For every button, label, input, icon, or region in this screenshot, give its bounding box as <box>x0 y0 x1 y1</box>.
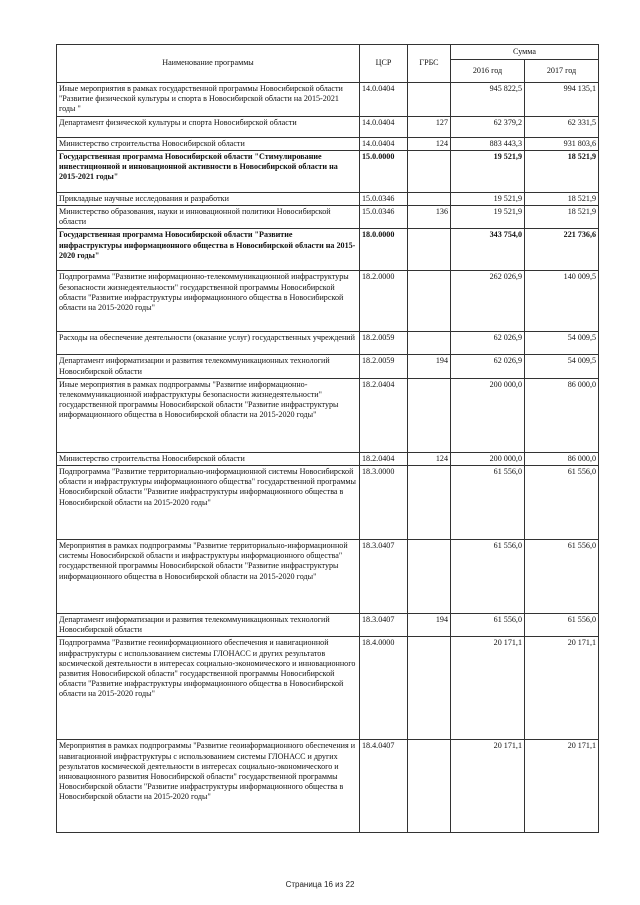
row-csr-code: 18.4.0000 <box>360 637 408 740</box>
row-amount-2016: 61 556,0 <box>451 614 525 637</box>
row-grbs-code <box>408 271 451 332</box>
row-grbs-code: 127 <box>408 116 451 137</box>
document-page <box>56 44 598 833</box>
row-csr-code: 14.0.0404 <box>360 83 408 117</box>
row-amount-2016: 945 822,5 <box>451 83 525 117</box>
row-amount-2017: 61 556,0 <box>525 614 599 637</box>
row-amount-2016: 20 171,1 <box>451 740 525 833</box>
table-row <box>57 466 599 540</box>
row-csr-code: 18.3.0407 <box>360 614 408 637</box>
table-row <box>57 378 599 452</box>
row-csr-code: 14.0.0404 <box>360 137 408 150</box>
row-amount-2017: 61 556,0 <box>525 466 599 540</box>
row-csr-code: 18.2.0059 <box>360 355 408 378</box>
row-amount-2017: 18 521,9 <box>525 206 599 229</box>
row-csr-code: 15.0.0346 <box>360 206 408 229</box>
row-program-name: Министерство строительства Новосибирской области <box>57 137 360 150</box>
table-row <box>57 637 599 740</box>
row-amount-2016: 62 026,9 <box>451 355 525 378</box>
row-amount-2017: 86 000,0 <box>525 378 599 452</box>
row-program-name: Подпрограмма "Развитие геоинформационного обеспечения и навигационной инфраструктуры с использованием системы ГЛОНАСС и других результатов космической деятельности в интересах социально-экономического и инновационного развития Новосибирской области" государственной программы Новосибирской области "Развитие инфраструктуры информационного общества в Новосибирской области на 2015-2020 годы" <box>57 637 360 740</box>
row-grbs-code <box>408 740 451 833</box>
row-grbs-code <box>408 540 451 614</box>
row-amount-2017: 20 171,1 <box>525 740 599 833</box>
row-amount-2017: 86 000,0 <box>525 452 599 465</box>
row-grbs-code <box>408 150 451 192</box>
row-amount-2016: 19 521,9 <box>451 206 525 229</box>
row-amount-2017: 61 556,0 <box>525 540 599 614</box>
row-program-name: Министерство строительства Новосибирской области <box>57 452 360 465</box>
row-grbs-code: 194 <box>408 355 451 378</box>
table-row <box>57 271 599 332</box>
row-grbs-code <box>408 378 451 452</box>
table-row <box>57 192 599 205</box>
row-amount-2016: 61 556,0 <box>451 540 525 614</box>
row-amount-2016: 200 000,0 <box>451 378 525 452</box>
row-program-name: Прикладные научные исследования и разработки <box>57 192 360 205</box>
header-year-2017: 2017 год <box>525 60 599 83</box>
row-csr-code: 14.0.0404 <box>360 116 408 137</box>
row-program-name: Иные мероприятия в рамках государственной программы Новосибирской области "Развитие физической культуры и спорта в Новосибирской области на 2015-2021 годы " <box>57 83 360 117</box>
row-amount-2017: 140 009,5 <box>525 271 599 332</box>
row-amount-2017: 62 331,5 <box>525 116 599 137</box>
table-row <box>57 83 599 117</box>
row-program-name: Мероприятия в рамках подпрограммы "Развитие территориально-информационной системы Новосибирской области и инфраструктуры информационного общества" государственной программы Новосибирской области "Развитие инфраструктуры информационного общества в Новосибирской области на 2015-2020 годы" <box>57 540 360 614</box>
row-amount-2016: 343 754,0 <box>451 229 525 271</box>
row-csr-code: 18.2.0404 <box>360 378 408 452</box>
row-amount-2016: 19 521,9 <box>451 150 525 192</box>
row-csr-code: 15.0.0346 <box>360 192 408 205</box>
header-csr: ЦСР <box>360 45 408 83</box>
table-row <box>57 332 599 355</box>
row-grbs-code <box>408 466 451 540</box>
header-grbs: ГРБС <box>408 45 451 83</box>
row-grbs-code: 124 <box>408 137 451 150</box>
row-grbs-code <box>408 332 451 355</box>
table-row <box>57 452 599 465</box>
row-amount-2016: 19 521,9 <box>451 192 525 205</box>
header-year-2016: 2016 год <box>451 60 525 83</box>
row-amount-2016: 20 171,1 <box>451 637 525 740</box>
row-program-name: Иные мероприятия в рамках подпрограммы "Развитие информационно-телекоммуникационной инфраструктуры безопасности жизнедеятельности" государственной программы Новосибирской области "Развитие инфраструктуры информационного общества в Новосибирской области на 2015-2020 годы" <box>57 378 360 452</box>
table-row <box>57 540 599 614</box>
table-header-row <box>57 45 599 60</box>
row-program-name: Министерство образования, науки и инновационной политики Новосибирской области <box>57 206 360 229</box>
row-amount-2017: 18 521,9 <box>525 150 599 192</box>
row-amount-2017: 931 803,6 <box>525 137 599 150</box>
table-row <box>57 206 599 229</box>
row-amount-2016: 883 443,3 <box>451 137 525 150</box>
table-row <box>57 137 599 150</box>
row-amount-2016: 262 026,9 <box>451 271 525 332</box>
row-amount-2016: 200 000,0 <box>451 452 525 465</box>
row-program-name: Департамент физической культуры и спорта Новосибирской области <box>57 116 360 137</box>
budget-table <box>56 44 599 833</box>
table-row <box>57 614 599 637</box>
row-amount-2017: 20 171,1 <box>525 637 599 740</box>
page-footer: Страница 16 из 22 <box>285 880 355 889</box>
row-amount-2016: 61 556,0 <box>451 466 525 540</box>
row-grbs-code <box>408 229 451 271</box>
row-program-name: Департамент информатизации и развития телекоммуникационных технологий Новосибирской области <box>57 355 360 378</box>
row-grbs-code: 136 <box>408 206 451 229</box>
row-program-name: Расходы на обеспечение деятельности (оказание услуг) государственных учреждений <box>57 332 360 355</box>
row-amount-2017: 54 009,5 <box>525 355 599 378</box>
row-csr-code: 18.2.0404 <box>360 452 408 465</box>
row-amount-2016: 62 026,9 <box>451 332 525 355</box>
row-amount-2017: 54 009,5 <box>525 332 599 355</box>
row-grbs-code: 194 <box>408 614 451 637</box>
row-amount-2017: 994 135,1 <box>525 83 599 117</box>
row-program-name: Государственная программа Новосибирской области "Развитие инфраструктуры информационного общества в Новосибирской области на 2015-2020 годы" <box>57 229 360 271</box>
table-row <box>57 229 599 271</box>
row-grbs-code: 124 <box>408 452 451 465</box>
row-amount-2017: 221 736,6 <box>525 229 599 271</box>
header-sum: Сумма <box>451 45 599 60</box>
row-amount-2017: 18 521,9 <box>525 192 599 205</box>
row-program-name: Подпрограмма "Развитие территориально-информационной системы Новосибирской области и инфраструктуры информационного общества" государственной программы Новосибирской области "Развитие инфраструктуры информационного общества в Новосибирской области на 2015-2020 годы" <box>57 466 360 540</box>
table-row <box>57 150 599 192</box>
row-csr-code: 18.2.0059 <box>360 332 408 355</box>
row-grbs-code <box>408 83 451 117</box>
table-body <box>57 83 599 833</box>
header-program-name: Наименование программы <box>57 45 360 83</box>
row-program-name: Мероприятия в рамках подпрограммы "Развитие геоинформационного обеспечения и навигационной инфраструктуры с использованием системы ГЛОНАСС и других результатов космической деятельности в интересах социально-экономического и инновационного развития Новосибирской области" государственной программы Новосибирской области "Развитие инфраструктуры информационного общества в Новосибирской области на 2015-2020 годы" <box>57 740 360 833</box>
table-row <box>57 740 599 833</box>
row-csr-code: 18.3.0407 <box>360 540 408 614</box>
row-program-name: Государственная программа Новосибирской области "Стимулирование инвестиционной и инновационной активности в Новосибирской области на 2015-2021 годы" <box>57 150 360 192</box>
row-csr-code: 18.3.0000 <box>360 466 408 540</box>
row-csr-code: 18.4.0407 <box>360 740 408 833</box>
row-program-name: Департамент информатизации и развития телекоммуникационных технологий Новосибирской области <box>57 614 360 637</box>
row-grbs-code <box>408 637 451 740</box>
table-row <box>57 116 599 137</box>
row-grbs-code <box>408 192 451 205</box>
row-csr-code: 15.0.0000 <box>360 150 408 192</box>
row-csr-code: 18.0.0000 <box>360 229 408 271</box>
row-csr-code: 18.2.0000 <box>360 271 408 332</box>
row-amount-2016: 62 379,2 <box>451 116 525 137</box>
row-program-name: Подпрограмма "Развитие информационно-телекоммуникационной инфраструктуры безопасности жизнедеятельности" государственной программы Новосибирской области "Развитие инфраструктуры информационного общества в Новосибирской области на 2015-2020 годы" <box>57 271 360 332</box>
table-row <box>57 355 599 378</box>
